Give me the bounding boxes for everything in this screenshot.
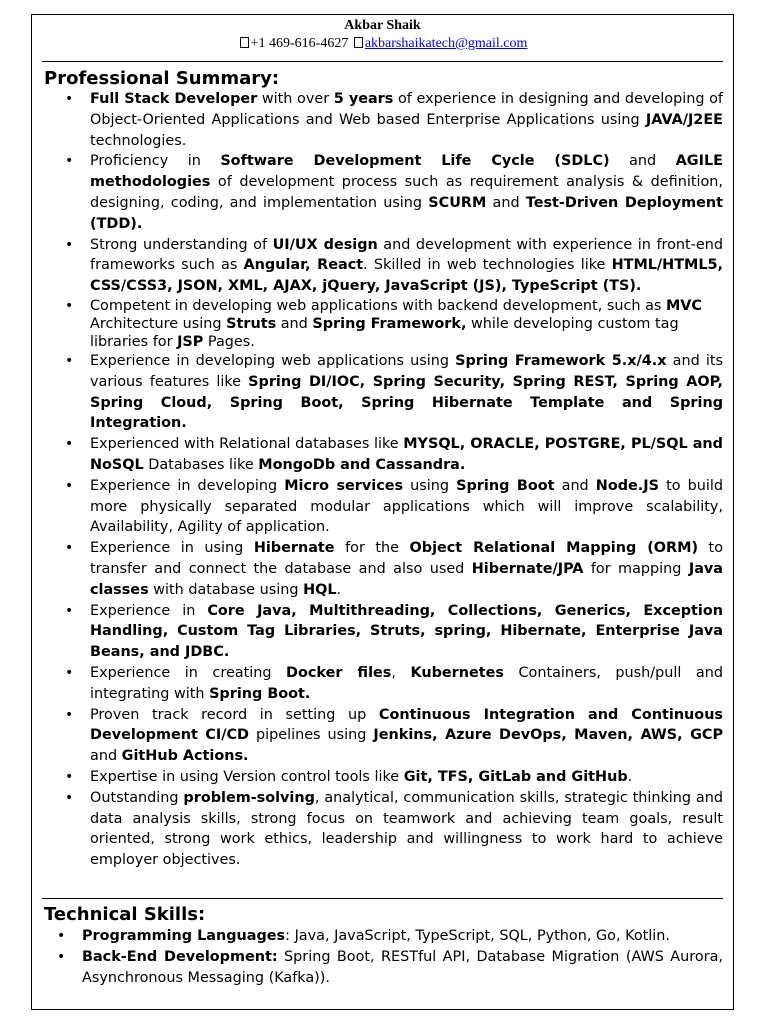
text-run: Experience in <box>90 602 208 619</box>
summary-bullet <box>60 351 723 434</box>
bold-text: Kubernetes <box>410 664 504 681</box>
bold-text: SCURM <box>428 194 487 211</box>
bold-text: Spring Boot. <box>209 685 311 702</box>
text-run: . <box>627 768 633 785</box>
bold-text: Struts <box>226 315 277 332</box>
bold-text: Docker files <box>286 664 392 681</box>
text-run: Proven track record in setting up <box>90 706 379 723</box>
text-run: using <box>403 477 457 494</box>
email-icon <box>354 37 363 48</box>
bold-text: Hibernate <box>253 540 335 557</box>
text-run: of experience in designing and developing of Object-Oriented Applications and Web based Enterprise Applications using <box>90 91 723 128</box>
bold-text: Node.JS <box>595 477 659 494</box>
summary-bullet <box>60 476 723 538</box>
text-run: Spring Boot, RESTful API, Database Migration (AWS Aurora, Asynchronous Messaging (Kafka)). <box>82 948 723 986</box>
text-run: to transfer and connect the database and also used <box>90 540 724 577</box>
header-divider <box>42 61 723 62</box>
text-run: Pages. <box>203 333 255 350</box>
text-run: with database using <box>148 581 304 598</box>
summary-bullet <box>60 663 723 705</box>
text-run: to build more physically separated modular applications which will improve scalability, Availability, Agility of application. <box>90 477 723 536</box>
resume-page <box>31 14 734 1010</box>
contact-line <box>32 35 733 53</box>
text-run: Experience in developing web applications using <box>90 352 456 369</box>
text-run: with over <box>257 91 334 107</box>
summary-bullet <box>60 705 723 767</box>
bold-text: Spring DI/IOC, Spring Security, Spring REST, Spring AOP, Spring Cloud, Spring Boot, Spring Hibernate Template and Spring Integration. <box>90 373 723 432</box>
text-run: Competent in developing web applications with backend development, such as <box>90 297 666 314</box>
bold-text: Object Relational Mapping (ORM) <box>409 540 699 557</box>
bold-text: Jenkins, Azure DevOps, Maven, AWS, GCP <box>373 727 723 744</box>
text-run: pipelines using <box>248 727 374 744</box>
bold-text: Continuous Integration and Continuous Development CI/CD <box>90 706 724 744</box>
bold-text: Programming Languages <box>82 928 286 944</box>
text-run: and <box>609 153 676 170</box>
bold-text: MYSQL, ORACLE, POSTGRE, PL/SQL and NoSQL <box>90 436 723 473</box>
text-run: and <box>554 477 596 494</box>
bold-text: Git, TFS, GitLab and GitHub <box>403 768 628 785</box>
text-run: Proficiency in <box>90 153 221 170</box>
skill-bullet <box>52 926 723 947</box>
bold-text: problem-solving <box>183 789 315 806</box>
summary-bullet <box>60 767 723 788</box>
text-run: Strong understanding of <box>90 236 273 253</box>
text-run: and <box>276 315 313 332</box>
bold-text: Spring Framework 5.x/4.x <box>455 352 667 369</box>
summary-bullet <box>60 601 723 663</box>
bold-text: GitHub Actions. <box>121 748 249 765</box>
summary-bullet <box>60 434 723 476</box>
summary-bullet <box>60 151 723 234</box>
skills-heading: Technical Skills: <box>44 904 206 925</box>
candidate-name: Akbar Shaik <box>344 18 421 33</box>
summary-bullet <box>60 89 723 151</box>
text-run: and <box>486 194 526 211</box>
text-run: and development with experience in front-end frameworks such as <box>90 236 723 274</box>
bold-text: Spring Boot <box>456 477 555 494</box>
text-run: while developing custom tag libraries for <box>90 315 679 350</box>
text-run: and its various features like <box>90 352 723 390</box>
text-run: Experience in creating <box>90 664 287 681</box>
bold-text: JAVA/J2EE <box>645 111 723 128</box>
text-run: technologies. <box>90 132 187 149</box>
skills-list <box>52 926 723 988</box>
bold-text: Core Java, Multithreading, Collections, Generics, Exception Handling, Custom Tag Libraries, Struts, spring, Hibernate, Enterprise Java Beans, and JDBC. <box>90 602 723 661</box>
bold-text: Micro services <box>284 477 404 494</box>
text-run: for the <box>334 540 410 557</box>
text-run: of development process such as requirement analysis & definition, designing, coding, and implementation using <box>90 174 723 211</box>
bold-text: Hibernate/JPA <box>471 560 584 577</box>
summary-bullet <box>60 538 723 600</box>
bold-text: 5 years <box>333 91 394 107</box>
summary-heading: Professional Summary: <box>44 68 280 89</box>
summary-bullet <box>60 297 723 351</box>
bold-text: Angular, React <box>243 257 364 274</box>
text-run: Expertise in using Version control tools like <box>90 768 404 785</box>
bold-text: MongoDb and Cassandra. <box>258 456 466 473</box>
text-run: , analytical, communication skills, strategic thinking and data analysis skills, strong focus on teamwork and achieving team goals, result oriented, strong work ethics, leadership and willingness to work hard to achieve employer objectives. <box>90 789 723 869</box>
email-link[interactable]: akbarshaikatech@gmail.com <box>364 36 528 51</box>
text-run: Architecture using <box>90 315 227 332</box>
skill-bullet <box>52 947 723 989</box>
bold-text: Java classes <box>90 560 724 598</box>
bold-text: JSP <box>177 333 204 350</box>
text-run: Experience in developing <box>90 477 285 494</box>
bold-text: Spring Framework, <box>312 315 467 332</box>
text-run: and <box>90 748 122 765</box>
text-run: : Java, JavaScript, TypeScript, SQL, Python, Go, Kotlin. <box>285 928 670 944</box>
text-run: Databases like <box>143 456 259 473</box>
bold-text: HTML/HTML5, CSS/CSS3, JSON, XML, AJAX, jQuery, JavaScript (JS), TypeScript (TS). <box>90 257 724 295</box>
text-run: Containers, push/pull and integrating with <box>90 664 723 702</box>
bold-text: AGILE methodologies <box>90 153 723 191</box>
bold-text: Full Stack Developer <box>90 91 258 107</box>
text-run: Outstanding <box>90 789 184 806</box>
phone-number: +1 469-616-4627 <box>250 36 349 51</box>
text-run: Experienced with Relational databases like <box>90 436 404 453</box>
bold-text: HQL <box>303 581 337 598</box>
bold-text: Back-End Development: <box>82 948 278 965</box>
bold-text: MVC <box>665 297 702 314</box>
bold-text: Test-Driven Deployment (TDD). <box>90 194 723 232</box>
resume-header <box>32 15 733 53</box>
bold-text: Software Development Life Cycle (SDLC) <box>220 153 610 170</box>
bold-text: UI/UX design <box>272 236 378 253</box>
summary-bullet <box>60 235 723 297</box>
text-run: . <box>336 581 342 598</box>
phone-icon <box>240 37 249 48</box>
section-divider <box>42 898 723 899</box>
text-run: Experience in using <box>90 540 254 557</box>
summary-bullet <box>60 788 723 871</box>
text-run: , <box>391 664 411 681</box>
text-run: . Skilled in web technologies like <box>363 257 612 274</box>
text-run: for mapping <box>583 560 689 577</box>
summary-list <box>60 89 723 871</box>
